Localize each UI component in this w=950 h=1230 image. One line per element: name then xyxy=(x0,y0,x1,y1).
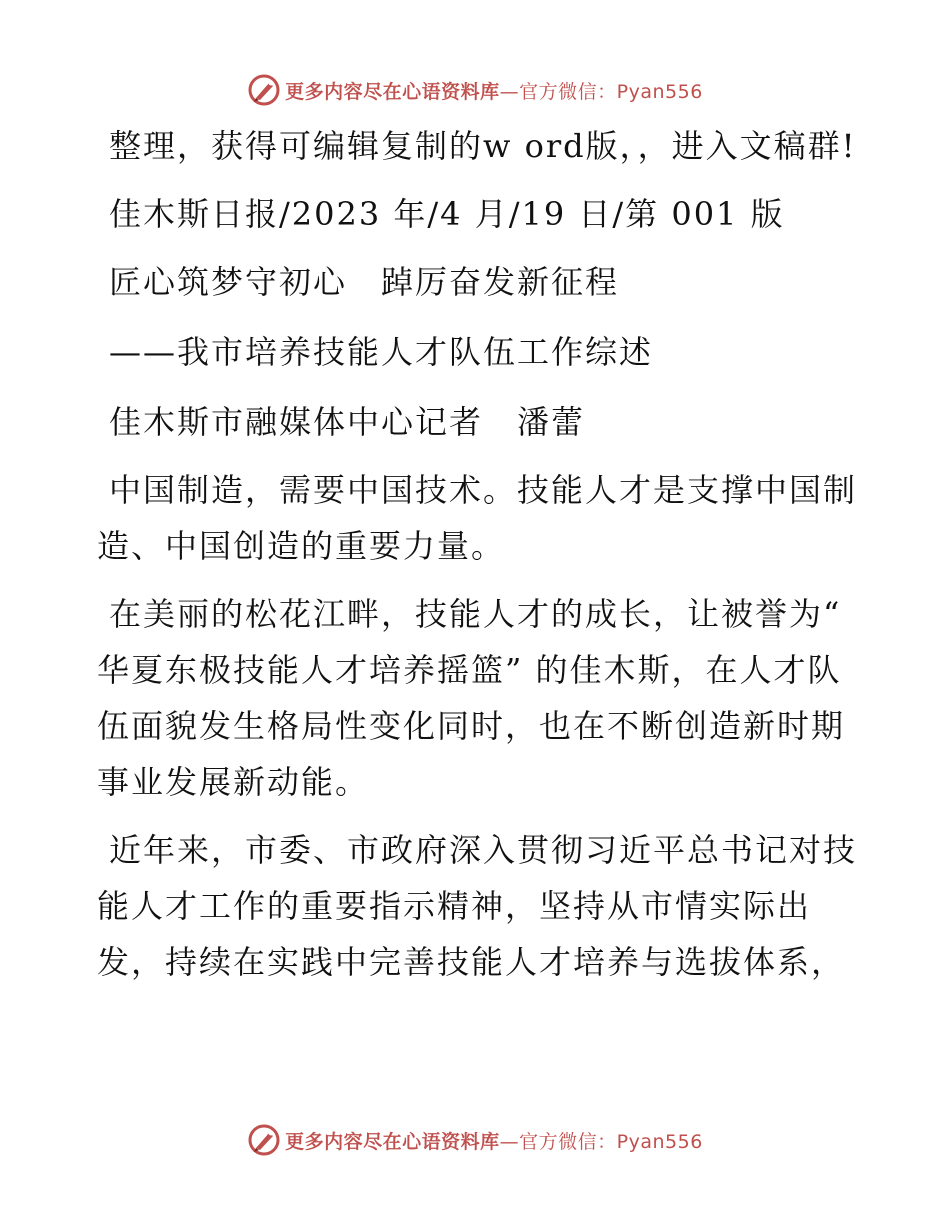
source-line: 佳木斯日报/2023 年/4 月/19 日/第 001 版 xyxy=(109,195,785,233)
byline: 佳木斯市融媒体中心记者 潘蕾 xyxy=(109,403,586,441)
paragraph: 近年来，市委、市政府深入贯彻习近平总书记对技能人才工作的重要指示精神，坚持从市情实际出发，持续在实践中完善技能人才培养与选拔体系， xyxy=(97,831,858,981)
article-subtitle: ——我市培养技能人才队伍工作综述 xyxy=(109,333,654,371)
pen-logo-icon xyxy=(247,73,281,107)
paragraph: 在美丽的松花江畔，技能人才的成长，让被誉为“ 华夏东极技能人才培养摇篮” 的佳木斯，在人才队伍面貌发生格局性变化同时，也在不断创造新时期事业发展新动能。 xyxy=(97,595,846,801)
watermark-text: 更多内容尽在心语资料库—官方微信：Pyan556 xyxy=(285,80,703,103)
watermark-banner-bottom xyxy=(0,1120,950,1160)
watermark-banner-top xyxy=(0,70,950,110)
document-body xyxy=(97,118,857,1002)
paragraph-intro: 整理，获得可编辑复制的w ord版，，进入文稿群! xyxy=(109,127,857,165)
watermark-text: 更多内容尽在心语资料库—官方微信：Pyan556 xyxy=(285,1130,703,1153)
paragraph: 中国制造，需要中国技术。技能人才是支撑中国制造、中国创造的重要力量。 xyxy=(97,471,858,565)
pen-logo-icon xyxy=(247,1123,281,1157)
article-title: 匠心筑梦守初心 踔厉奋发新征程 xyxy=(109,263,620,301)
